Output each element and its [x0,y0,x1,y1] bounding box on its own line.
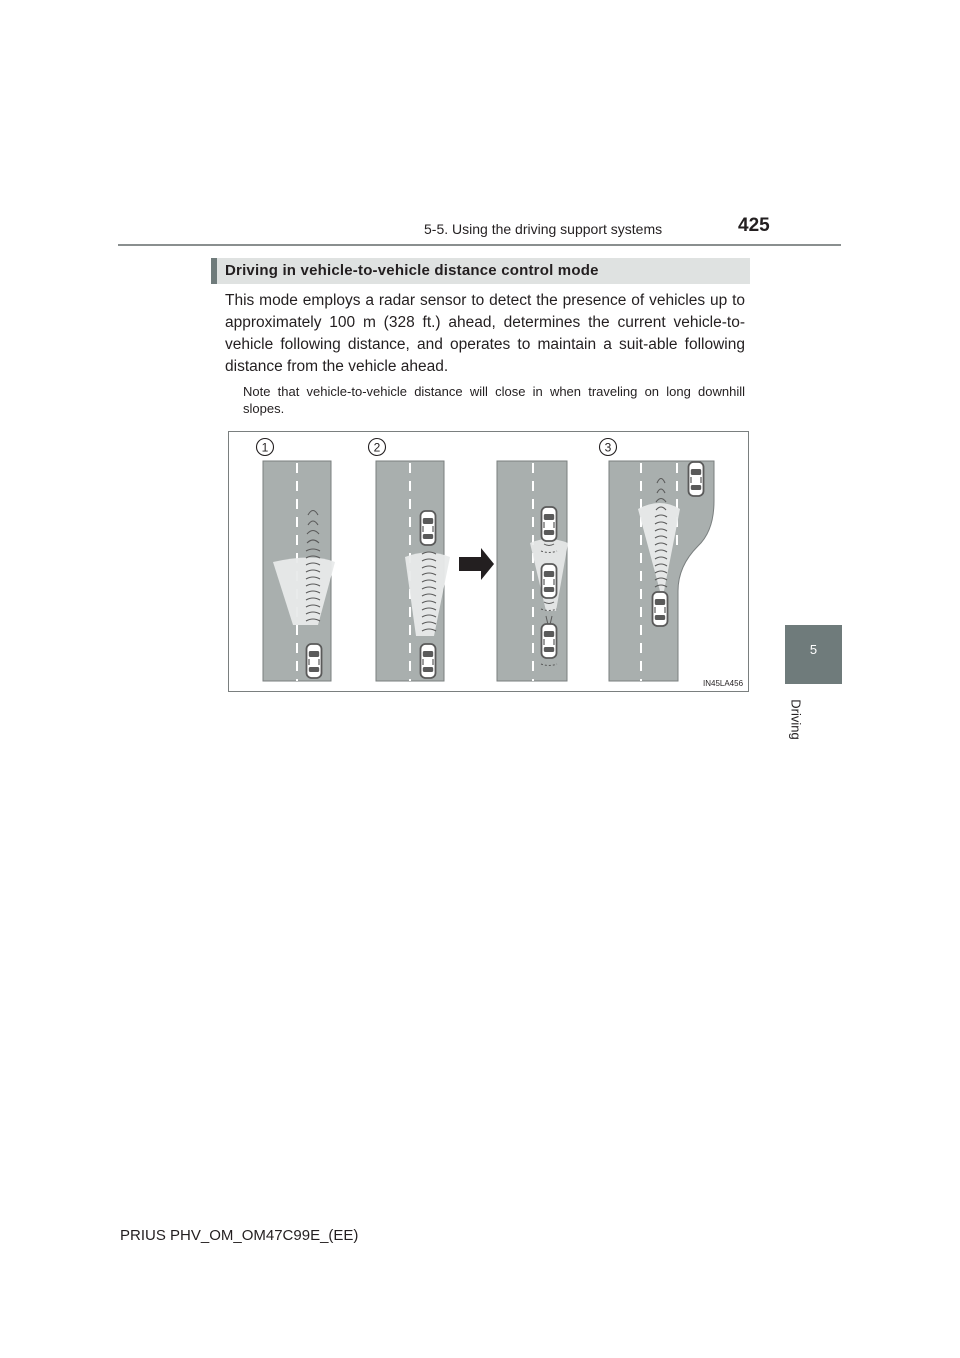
callout-1-label: 1 [261,440,269,455]
running-header-section: 5-5. Using the driving support systems [424,221,663,237]
chapter-label: Driving [788,699,804,740]
page-number: 425 [738,215,770,236]
section-title: Driving in vehicle-to-vehicle distance control mode [225,262,599,279]
chapter-number: 5 [809,642,818,657]
callout-1 [257,439,274,456]
figure-code: IN45LA456 [703,679,744,688]
section-heading-bar [211,258,750,284]
road-scene-3 [497,461,568,681]
body-paragraph: This mode employs a radar sensor to detect the presence of vehicles up to approximately 100 m (328 ft.) ahead, determines the current vehicle-to-vehicle following distance, and operates to maintain a suit-able following distance from the vehicle ahead. [225,292,745,375]
note-paragraph: Note that vehicle-to-vehicle distance will close in when traveling on long downhill slopes. [243,384,745,416]
road-scene-1 [263,461,335,681]
callout-2-label: 2 [373,440,381,455]
chapter-tab [785,625,842,684]
figure-illustration [228,431,749,692]
footer-doc-id: PRIUS PHV_OM_OM47C99E_(EE) [120,1227,359,1244]
section-heading-accent [211,258,217,284]
road-scene-2 [376,461,450,681]
chapter-label-container [784,692,802,752]
header-rule [118,244,841,246]
callout-3-label: 3 [604,440,612,455]
callout-3 [600,439,617,456]
distance-control-figure [228,431,749,692]
callout-2 [369,439,386,456]
